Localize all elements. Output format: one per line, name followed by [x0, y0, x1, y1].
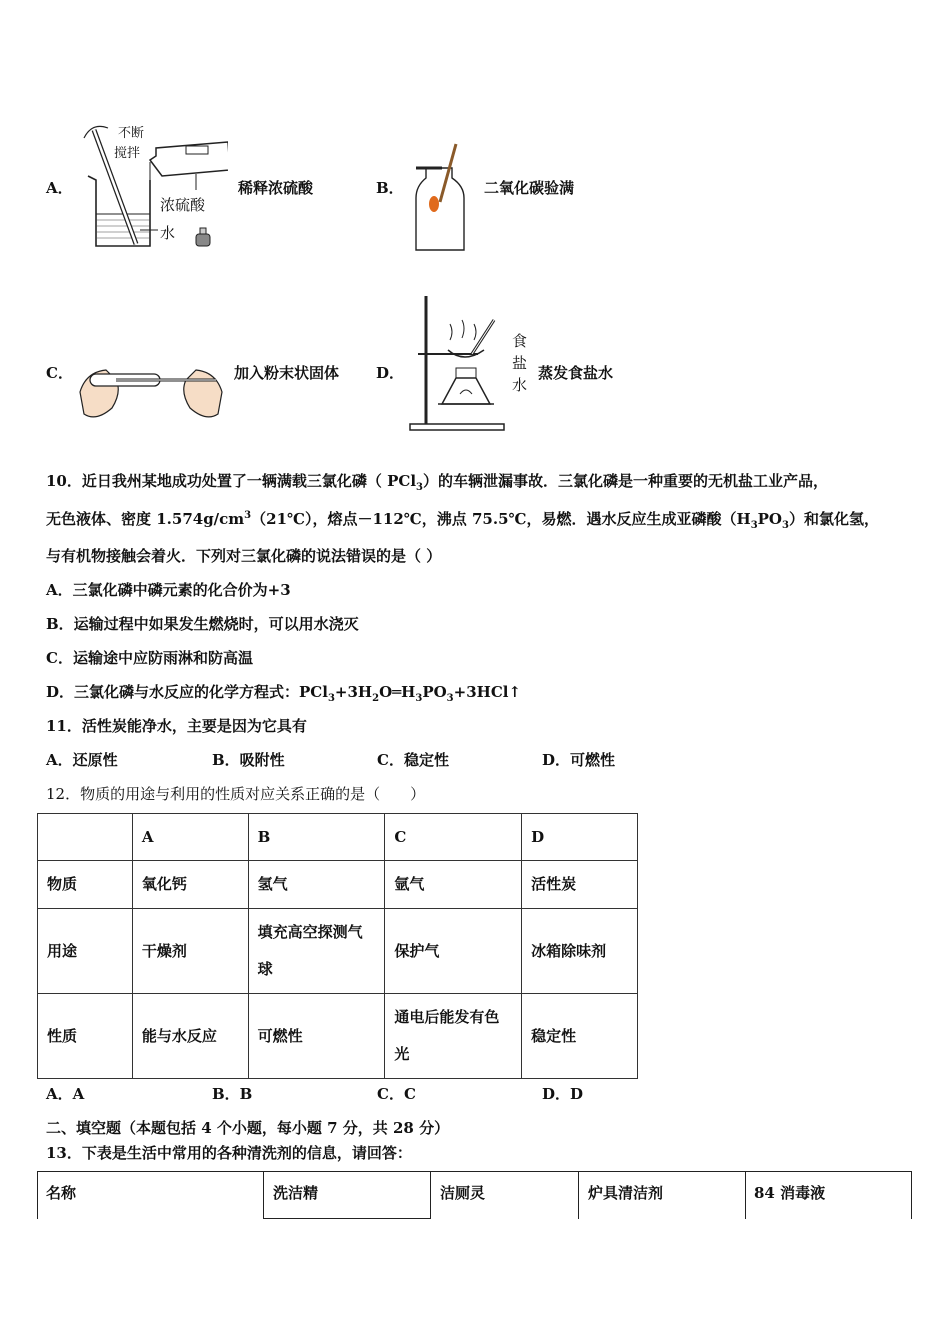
table-cell: 活性炭	[522, 861, 638, 909]
table-cell: 能与水反应	[132, 994, 248, 1079]
q11-option-b: B．吸附性	[212, 751, 285, 769]
section-title: 二、填空题（本题包括 4 个小题，每小题 7 分，共 28 分）	[46, 1119, 450, 1137]
q12-option-d: D．D	[542, 1085, 584, 1103]
option-c-label: 加入粉末状固体	[234, 364, 340, 382]
option-b-label: 二氧化碳验满	[484, 179, 575, 197]
table-cell: 干燥剂	[132, 909, 248, 994]
q13-table	[37, 1171, 912, 1219]
q12-option-b: B．B	[212, 1085, 253, 1103]
q11-stem: 11．活性炭能净水，主要是因为它具有	[46, 717, 307, 735]
q10-option-b: B．运输过程中如果发生燃烧时，可以用水浇灭	[46, 615, 359, 633]
q10-option-d: D．三氯化磷与水反应的化学方程式：$PCl_3+3H_2O═H_3PO_3+3HCl↑$	[46, 683, 522, 704]
q11-option-c: C．稳定性	[377, 751, 449, 769]
table-cell: 洗洁精	[273, 1184, 319, 1202]
option-a-letter: A．	[46, 179, 73, 197]
table-cell: D	[522, 814, 638, 861]
fig-a-label-3: 浓硫酸	[160, 196, 206, 214]
option-d-label: 蒸发食盐水	[538, 364, 614, 382]
evaporation-figure	[408, 294, 508, 434]
fig-a-label-1: 不断	[118, 126, 145, 141]
table-cell: 氩气	[385, 861, 522, 909]
table-cell: 名称	[46, 1184, 77, 1202]
table-cell: 保护气	[385, 909, 522, 994]
q13-stem: 13．下表是生活中常用的各种清洗剂的信息，请回答：	[46, 1144, 412, 1162]
q12-option-c: C．C	[377, 1085, 416, 1103]
table-cell	[38, 814, 133, 861]
option-b-letter: B．	[376, 179, 404, 197]
table-cell: B	[248, 814, 385, 861]
table-row	[38, 861, 638, 909]
q12-option-a: A．A	[46, 1085, 85, 1103]
option-c-letter: C．	[46, 364, 73, 382]
q10-option-c: C．运输途中应防雨淋和防高温	[46, 649, 253, 667]
table-cell: 氢气	[248, 861, 385, 909]
table-cell: 炉具清洁剂	[588, 1184, 664, 1202]
q10-line1: 10．近日我州某地成功处置了一辆满载三氯化磷（ PCl$_3$）的车辆泄漏事故．三氯化磷是一种重要的无机盐工业产品，	[46, 472, 828, 493]
table-cell: 填充高空探测气球	[248, 909, 385, 994]
powder-figure	[76, 352, 226, 432]
table-cell: 性质	[38, 994, 133, 1079]
table-cell: 用途	[38, 909, 133, 994]
q10-line3: 与有机物接触会着火．下列对三氯化磷的说法错误的是（ ）	[46, 547, 442, 565]
fig-a-label-4: 水	[160, 224, 176, 242]
table-row	[38, 814, 638, 861]
table-cell: 稳定性	[522, 994, 638, 1079]
q10-line2: 无色液体、密度 $1.574g/cm^3(21℃)$，熔点－112℃，沸点 75.5℃，易燃．遇水反应生成亚磷酸$(H_3PO_3)$和氯化氢，	[46, 510, 879, 531]
fig-d-label-1: 食	[512, 332, 528, 350]
table-cell: 可燃性	[248, 994, 385, 1079]
table-cell: A	[132, 814, 248, 861]
fig-a-label-2: 搅拌	[114, 146, 141, 161]
table-cell: 洁厕灵	[440, 1184, 486, 1202]
q11-option-a: A．还原性	[46, 751, 118, 769]
q10-option-a: A．三氯化磷中磷元素的化合价为+3	[46, 581, 291, 599]
table-row	[38, 994, 638, 1079]
table-cell: 84 消毒液	[754, 1184, 826, 1202]
co2-test-figure	[412, 140, 472, 255]
option-d-letter: D．	[376, 364, 405, 382]
q12-stem: 12．物质的用途与利用的性质对应关系正确的是（ ）	[46, 785, 426, 803]
q12-table	[37, 813, 638, 1079]
table-row	[38, 909, 638, 994]
table-cell: 氧化钙	[132, 861, 248, 909]
fig-d-label-2: 盐	[512, 354, 528, 372]
option-a-label: 稀释浓硫酸	[238, 179, 314, 197]
table-cell: 冰箱除味剂	[522, 909, 638, 994]
table-cell: 物质	[38, 861, 133, 909]
q11-option-d: D．可燃性	[542, 751, 616, 769]
dilute-acid-figure	[78, 118, 228, 258]
table-cell: C	[385, 814, 522, 861]
table-cell: 通电后能发有色光	[385, 994, 522, 1079]
fig-d-label-3: 水	[512, 376, 528, 394]
